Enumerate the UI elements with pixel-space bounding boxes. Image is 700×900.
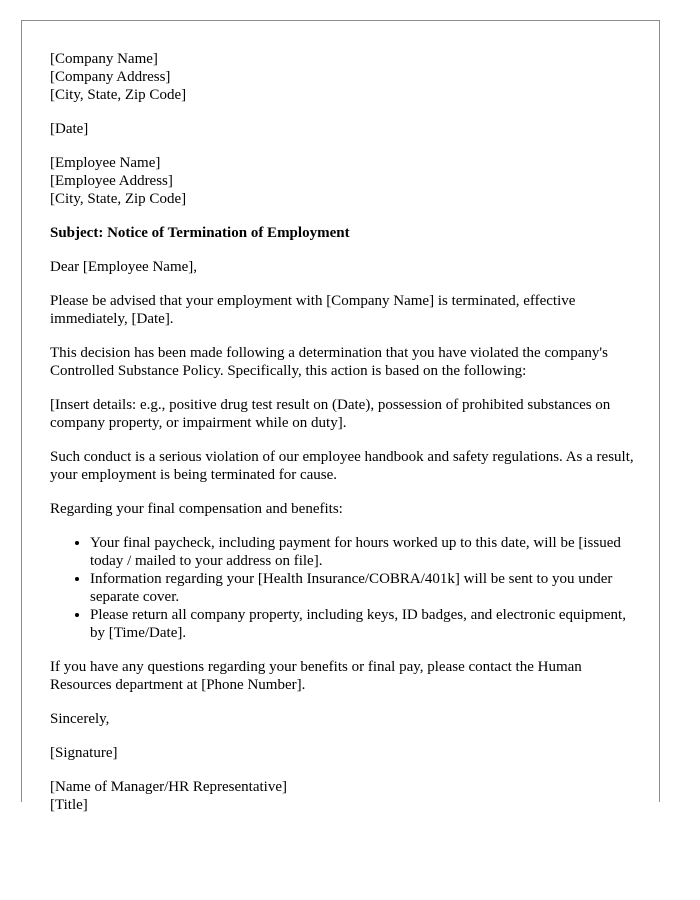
salutation: Dear [Employee Name], (50, 259, 198, 275)
list-item-final-paycheck: • Your final paycheck, including payment for hours worked up to this date, will be [issued today / mailed to your address on file]. (90, 534, 638, 570)
decision-paragraph: This decision has been made following a determination that you have violated the company's Controlled Substance Policy. Specifically, this action is based on the following: (50, 345, 608, 379)
conduct-paragraph: Such conduct is a serious violation of our employee handbook and safety regulations. As a result, your employment is being terminated for cause. (50, 449, 634, 483)
recipient-address: [Employee Address] (50, 173, 173, 189)
signer-title: [Title] (50, 797, 88, 813)
sender-company-name: [Company Name] (50, 51, 158, 67)
list-item-benefits-info: • Information regarding your [Health Insurance/COBRA/401k] will be sent to you under separate cover. (90, 570, 638, 606)
recipient-address-block (50, 154, 638, 208)
recipient-name: [Employee Name] (50, 155, 161, 171)
signer-block (50, 778, 638, 814)
questions-paragraph: If you have any questions regarding your benefits or final pay, please contact the Human Resources department at [Phone Number]. (50, 659, 582, 693)
sender-address-block (50, 50, 638, 104)
letter-date: [Date] (50, 121, 89, 137)
recipient-city-state-zip: [City, State, Zip Code] (50, 191, 187, 207)
sender-city-state-zip: [City, State, Zip Code] (50, 87, 187, 103)
letter-body (50, 50, 638, 830)
closing: Sincerely, (50, 711, 110, 727)
subject-line: Subject: Notice of Termination of Employment (50, 225, 350, 241)
details-paragraph: [Insert details: e.g., positive drug test result on (Date), possession of prohibited substances on company property, or impairment while on duty]. (50, 397, 611, 431)
compensation-list (50, 534, 638, 642)
letter-page (21, 20, 660, 813)
list-item-return-property: • Please return all company property, including keys, ID badges, and electronic equipment, by [Time/Date]. (90, 606, 638, 642)
signature-placeholder: [Signature] (50, 745, 118, 761)
termination-notice-paragraph: Please be advised that your employment with [Company Name] is terminated, effective immediately, [Date]. (50, 293, 576, 327)
signer-name: [Name of Manager/HR Representative] (50, 779, 287, 795)
sender-company-address: [Company Address] (50, 69, 171, 85)
compensation-intro: Regarding your final compensation and benefits: (50, 501, 343, 517)
